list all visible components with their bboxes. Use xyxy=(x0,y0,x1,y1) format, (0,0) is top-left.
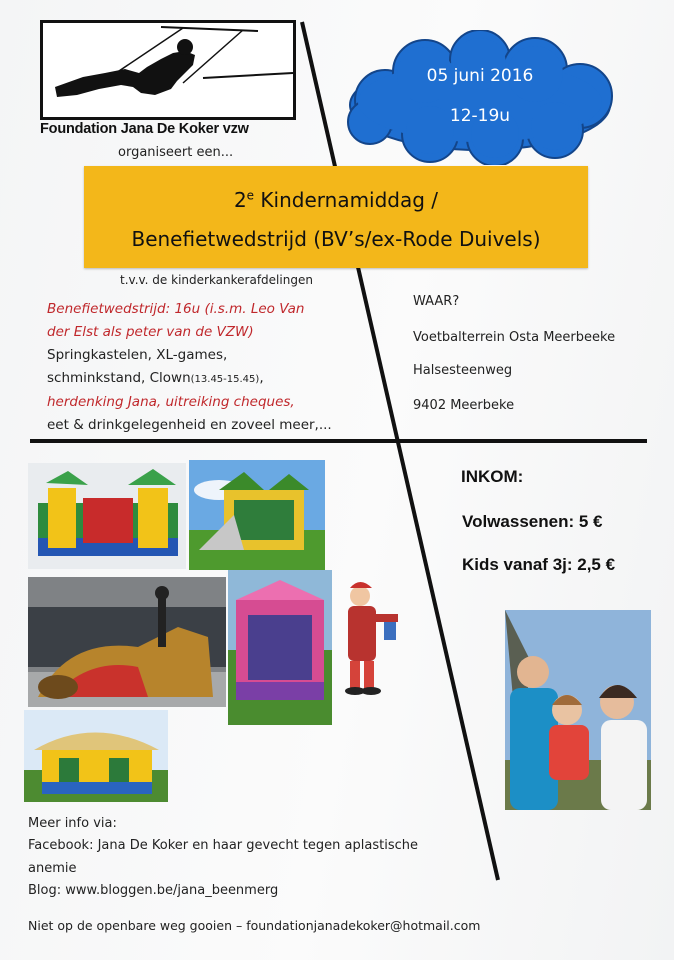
info-blog: Blog: www.bloggen.be/jana_beenmerg xyxy=(28,883,279,898)
info-facebook-line-2: anemie xyxy=(28,861,77,876)
clown-photo xyxy=(340,578,404,698)
jungle-castle-image xyxy=(189,460,325,570)
event-date: 05 juni 2016 xyxy=(426,66,534,86)
family-photo xyxy=(505,610,651,810)
entry-adults: Volwassenen: 5 € xyxy=(462,512,603,531)
info-facebook-line-1: Facebook: Jana De Koker en haar gevecht tegen aplastische xyxy=(28,838,418,853)
pink-castle-image xyxy=(228,570,332,725)
bouncy-castle-photo-4 xyxy=(228,570,332,725)
footer-text: Niet op de openbare weg gooien – foundationjanadekoker@hotmail.com xyxy=(28,918,481,933)
bouncy-castle-photo-5 xyxy=(24,710,168,802)
banner-line-2: Benefietwedstrijd (BV’s/ex-Rode Duivels) xyxy=(131,227,541,251)
date-cloud xyxy=(330,30,630,165)
clown-image xyxy=(340,578,404,698)
program-red-line-5: herdenking Jana, uitreiking cheques, xyxy=(47,394,295,410)
swing-silhouette-icon xyxy=(43,23,293,117)
location-city: 9402 Meerbeke xyxy=(413,398,515,413)
title-banner xyxy=(84,166,588,268)
program-line-6: eet & drinkgelegenheid en zoveel meer,... xyxy=(47,417,332,433)
cloud-shape xyxy=(330,30,630,165)
location-venue: Voetbalterrein Osta Meerbeeke xyxy=(413,330,616,345)
foundation-logo xyxy=(40,20,296,120)
bouncy-castle-photo-2 xyxy=(189,460,325,570)
location-street: Halsesteenweg xyxy=(413,363,513,378)
location-label: WAAR? xyxy=(413,294,460,309)
info-title: Meer info via: xyxy=(28,816,117,831)
banner-line-1: 2e Kindernamiddag / xyxy=(233,188,439,212)
event-time: 12-19u xyxy=(449,106,511,126)
program-list xyxy=(47,298,347,437)
foundation-name: Foundation Jana De Koker vzw xyxy=(40,121,249,137)
program-red-line-1: Benefietwedstrijd: 16u (i.s.m. Leo Van xyxy=(47,301,305,317)
horizontal-divider xyxy=(30,439,647,443)
entry-kids: Kids vanaf 3j: 2,5 € xyxy=(462,555,616,574)
program-line-3: Springkastelen, XL-games, xyxy=(47,347,228,363)
program-red-line-2: der Elst als peter van de VZW) xyxy=(47,324,254,340)
bouncy-castle-image xyxy=(28,463,186,569)
entry-title: INKOM: xyxy=(461,467,524,486)
program-line-4: schminkstand, Clown(13.45-15.45), xyxy=(47,370,264,386)
pirate-ship-slide-image xyxy=(28,577,226,707)
organizes-text: organiseert een... xyxy=(118,145,234,160)
purpose-text: t.v.v. de kinderkankerafdelingen xyxy=(120,273,313,287)
family-image xyxy=(505,610,651,810)
bouncy-castle-photo-3 xyxy=(28,577,226,707)
bouncy-castle-photo-1 xyxy=(28,463,186,569)
hut-castle-image xyxy=(24,710,168,802)
